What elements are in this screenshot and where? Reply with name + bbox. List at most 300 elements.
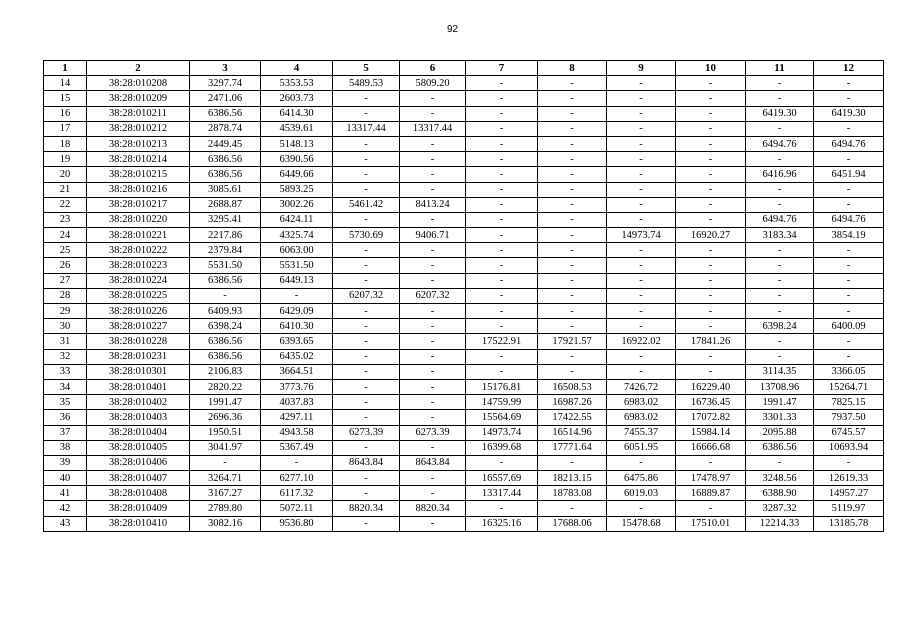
table-cell: 6398.24 xyxy=(746,319,814,334)
table-row xyxy=(44,440,884,455)
table-row xyxy=(44,182,884,197)
table-cell: - xyxy=(746,121,814,136)
table-cell: 8820.34 xyxy=(333,501,400,516)
table-cell: 17841.26 xyxy=(676,334,746,349)
table-cell: - xyxy=(538,243,607,258)
table-cell: - xyxy=(333,349,400,364)
table-cell: 6419.30 xyxy=(746,106,814,121)
table-cell: 31 xyxy=(44,334,87,349)
table-cell: - xyxy=(400,516,466,531)
table-cell: 3773.76 xyxy=(261,379,333,394)
table-cell: 7455.37 xyxy=(607,425,676,440)
table-cell: - xyxy=(466,364,538,379)
table-cell: - xyxy=(746,455,814,470)
table-cell: - xyxy=(607,152,676,167)
table-cell: 7426.72 xyxy=(607,379,676,394)
table-cell: - xyxy=(333,212,400,227)
table-cell: - xyxy=(814,349,884,364)
table-cell: - xyxy=(400,349,466,364)
table-cell: 6386.56 xyxy=(190,334,261,349)
table-cell: - xyxy=(333,91,400,106)
table-cell: - xyxy=(333,364,400,379)
table-cell: - xyxy=(333,516,400,531)
table-row xyxy=(44,167,884,182)
table-cell: 6494.76 xyxy=(746,136,814,151)
table-cell: 6409.93 xyxy=(190,304,261,319)
table-cell: - xyxy=(676,152,746,167)
table-cell: - xyxy=(746,76,814,91)
table-cell: 7937.50 xyxy=(814,410,884,425)
table-cell: - xyxy=(333,136,400,151)
table-cell: 2471.06 xyxy=(190,91,261,106)
table-cell: 8643.84 xyxy=(400,455,466,470)
table-cell: 5809.20 xyxy=(400,76,466,91)
table-cell: 38:28:010231 xyxy=(87,349,190,364)
table-cell: 6277.10 xyxy=(261,471,333,486)
table-cell: 39 xyxy=(44,455,87,470)
table-cell: 3264.71 xyxy=(190,471,261,486)
column-header-1: 1 xyxy=(44,61,87,76)
table-cell: 38:28:010408 xyxy=(87,486,190,501)
table-cell: 9536.80 xyxy=(261,516,333,531)
table-cell: - xyxy=(676,501,746,516)
table-cell: 33 xyxy=(44,364,87,379)
column-header-5: 5 xyxy=(333,61,400,76)
table-cell: 17422.55 xyxy=(538,410,607,425)
data-table xyxy=(43,60,884,532)
table-cell: 4037.83 xyxy=(261,395,333,410)
table-cell: 38 xyxy=(44,440,87,455)
table-cell: 6386.56 xyxy=(190,349,261,364)
table-cell: 5119.97 xyxy=(814,501,884,516)
table-cell: - xyxy=(814,258,884,273)
table-cell: 3082.16 xyxy=(190,516,261,531)
table-cell: - xyxy=(607,76,676,91)
table-cell: - xyxy=(746,288,814,303)
table-cell: 16666.68 xyxy=(676,440,746,455)
table-cell: - xyxy=(814,273,884,288)
table-cell: 3167.27 xyxy=(190,486,261,501)
table-cell: - xyxy=(746,152,814,167)
table-cell: - xyxy=(538,76,607,91)
table-cell: 5893.25 xyxy=(261,182,333,197)
table-cell: - xyxy=(746,258,814,273)
table-cell: 14973.74 xyxy=(607,228,676,243)
table-cell: - xyxy=(466,288,538,303)
table-cell: - xyxy=(607,182,676,197)
table-cell: - xyxy=(466,228,538,243)
table-cell: 3002.26 xyxy=(261,197,333,212)
table-cell: - xyxy=(607,121,676,136)
table-cell: 9406.71 xyxy=(400,228,466,243)
table-cell: 2603.73 xyxy=(261,91,333,106)
table-row xyxy=(44,76,884,91)
table-cell: 2449.45 xyxy=(190,136,261,151)
table-cell: 5367.49 xyxy=(261,440,333,455)
column-header-9: 9 xyxy=(607,61,676,76)
table-cell: 16987.26 xyxy=(538,395,607,410)
table-cell: 2379.84 xyxy=(190,243,261,258)
table-cell: 16920.27 xyxy=(676,228,746,243)
table-cell: 3301.33 xyxy=(746,410,814,425)
table-cell: - xyxy=(333,395,400,410)
table-cell: - xyxy=(333,379,400,394)
table-cell: 6419.30 xyxy=(814,106,884,121)
table-cell: 24 xyxy=(44,228,87,243)
table-cell: - xyxy=(538,319,607,334)
table-cell: - xyxy=(466,319,538,334)
table-cell: - xyxy=(814,152,884,167)
table-cell: - xyxy=(814,334,884,349)
table-cell: 6983.02 xyxy=(607,395,676,410)
table-cell: - xyxy=(746,334,814,349)
column-header-10: 10 xyxy=(676,61,746,76)
table-cell: 29 xyxy=(44,304,87,319)
table-cell: 20 xyxy=(44,167,87,182)
table-cell: 14759.99 xyxy=(466,395,538,410)
table-cell: - xyxy=(190,288,261,303)
table-cell: - xyxy=(466,197,538,212)
table-cell: - xyxy=(466,182,538,197)
table-cell: 6388.90 xyxy=(746,486,814,501)
table-cell: 6475.86 xyxy=(607,471,676,486)
table-cell: 17478.97 xyxy=(676,471,746,486)
table-cell: - xyxy=(607,319,676,334)
table-row xyxy=(44,136,884,151)
table-cell: 6273.39 xyxy=(333,425,400,440)
table-cell: 15 xyxy=(44,91,87,106)
table-cell: 16557.69 xyxy=(466,471,538,486)
table-cell: 1950.51 xyxy=(190,425,261,440)
table-cell: 8643.84 xyxy=(333,455,400,470)
table-cell: - xyxy=(333,334,400,349)
table-cell: - xyxy=(746,304,814,319)
table-cell: 21 xyxy=(44,182,87,197)
table-cell: - xyxy=(746,273,814,288)
table-cell: 3664.51 xyxy=(261,364,333,379)
table-cell: - xyxy=(607,258,676,273)
table-row xyxy=(44,243,884,258)
table-cell: 18213.15 xyxy=(538,471,607,486)
table-cell: 38:28:010224 xyxy=(87,273,190,288)
table-cell: 6424.11 xyxy=(261,212,333,227)
table-cell: 2696.36 xyxy=(190,410,261,425)
table-cell: 3295.41 xyxy=(190,212,261,227)
table-cell: - xyxy=(466,455,538,470)
table-cell: - xyxy=(538,258,607,273)
table-cell: 17921.57 xyxy=(538,334,607,349)
table-cell: - xyxy=(333,410,400,425)
table-cell: 38:28:010220 xyxy=(87,212,190,227)
header-row xyxy=(44,61,884,76)
table-cell: - xyxy=(190,455,261,470)
table-cell: - xyxy=(538,228,607,243)
table-cell: - xyxy=(466,212,538,227)
table-cell: 13317.44 xyxy=(466,486,538,501)
table-cell: 32 xyxy=(44,349,87,364)
table-cell: - xyxy=(261,288,333,303)
table-row xyxy=(44,516,884,531)
table-cell: - xyxy=(814,288,884,303)
table-cell: 14957.27 xyxy=(814,486,884,501)
table-cell: - xyxy=(538,364,607,379)
table-cell: 6273.39 xyxy=(400,425,466,440)
table-cell: 38:28:010212 xyxy=(87,121,190,136)
table-cell: 38:28:010217 xyxy=(87,197,190,212)
table-cell: - xyxy=(333,486,400,501)
table-cell: - xyxy=(400,364,466,379)
table-cell: 38:28:010228 xyxy=(87,334,190,349)
table-cell: 38:28:010407 xyxy=(87,471,190,486)
table-cell: - xyxy=(607,212,676,227)
table-cell: - xyxy=(400,319,466,334)
table-cell: 38:28:010227 xyxy=(87,319,190,334)
table-cell: 17510.01 xyxy=(676,516,746,531)
table-cell: - xyxy=(676,212,746,227)
table-cell: - xyxy=(333,304,400,319)
column-header-3: 3 xyxy=(190,61,261,76)
table-cell: 5461.42 xyxy=(333,197,400,212)
table-cell: 3114.35 xyxy=(746,364,814,379)
table-cell: - xyxy=(538,167,607,182)
table-cell: 14 xyxy=(44,76,87,91)
table-cell: 15264.71 xyxy=(814,379,884,394)
table-cell: - xyxy=(400,212,466,227)
table-cell: 38:28:010216 xyxy=(87,182,190,197)
table-cell: 6745.57 xyxy=(814,425,884,440)
table-cell: 27 xyxy=(44,273,87,288)
table-cell: 38:28:010226 xyxy=(87,304,190,319)
table-cell: - xyxy=(676,273,746,288)
table-row xyxy=(44,91,884,106)
table-cell: - xyxy=(538,121,607,136)
table-cell: - xyxy=(333,243,400,258)
table-cell: 2820.22 xyxy=(190,379,261,394)
table-cell: - xyxy=(607,136,676,151)
table-cell: 42 xyxy=(44,501,87,516)
table-cell: - xyxy=(400,304,466,319)
table-cell: - xyxy=(746,243,814,258)
table-cell: - xyxy=(538,212,607,227)
table-cell: - xyxy=(400,486,466,501)
table-cell: - xyxy=(746,197,814,212)
table-cell: - xyxy=(400,273,466,288)
table-cell: 15984.14 xyxy=(676,425,746,440)
table-cell: 6414.30 xyxy=(261,106,333,121)
table-cell: - xyxy=(400,243,466,258)
table-cell: 5148.13 xyxy=(261,136,333,151)
table-cell: 38:28:010301 xyxy=(87,364,190,379)
table-cell: 17 xyxy=(44,121,87,136)
table-cell: - xyxy=(538,182,607,197)
table-cell: 37 xyxy=(44,425,87,440)
table-cell: 6063.00 xyxy=(261,243,333,258)
table-cell: 8820.34 xyxy=(400,501,466,516)
table-cell: 8413.24 xyxy=(400,197,466,212)
table-row xyxy=(44,410,884,425)
table-cell: 38:28:010222 xyxy=(87,243,190,258)
column-header-6: 6 xyxy=(400,61,466,76)
table-cell: 38:28:010211 xyxy=(87,106,190,121)
table-cell: 16325.16 xyxy=(466,516,538,531)
table-cell: 38:28:010401 xyxy=(87,379,190,394)
table-cell: - xyxy=(814,455,884,470)
table-cell: 3287.32 xyxy=(746,501,814,516)
table-cell: - xyxy=(466,106,538,121)
table-cell: 38:28:010214 xyxy=(87,152,190,167)
table-cell: - xyxy=(333,167,400,182)
table-cell: - xyxy=(466,304,538,319)
table-row xyxy=(44,212,884,227)
table-cell: 38:28:010225 xyxy=(87,288,190,303)
table-cell: - xyxy=(466,349,538,364)
table-cell: 6494.76 xyxy=(814,212,884,227)
table-cell: - xyxy=(538,91,607,106)
table-row xyxy=(44,395,884,410)
table-cell: - xyxy=(814,243,884,258)
table-cell: - xyxy=(814,197,884,212)
table-cell: 2688.87 xyxy=(190,197,261,212)
table-cell: - xyxy=(400,167,466,182)
table-cell: 3854.19 xyxy=(814,228,884,243)
table-cell: 4297.11 xyxy=(261,410,333,425)
table-cell: 14973.74 xyxy=(466,425,538,440)
table-cell: 17522.91 xyxy=(466,334,538,349)
table-cell: - xyxy=(814,182,884,197)
table-cell: 6494.76 xyxy=(814,136,884,151)
table-cell: 38:28:010410 xyxy=(87,516,190,531)
column-header-2: 2 xyxy=(87,61,190,76)
table-row xyxy=(44,364,884,379)
table-cell: 6207.32 xyxy=(333,288,400,303)
table-cell: - xyxy=(400,136,466,151)
table-cell: - xyxy=(538,304,607,319)
table-row xyxy=(44,228,884,243)
table-cell: 16508.53 xyxy=(538,379,607,394)
table-cell: - xyxy=(538,197,607,212)
table-cell: - xyxy=(676,243,746,258)
table-cell: - xyxy=(607,288,676,303)
table-cell: 38:28:010213 xyxy=(87,136,190,151)
table-cell: - xyxy=(466,91,538,106)
table-cell: 6386.56 xyxy=(746,440,814,455)
table-cell: - xyxy=(607,91,676,106)
table-row xyxy=(44,258,884,273)
table-cell: 38:28:010215 xyxy=(87,167,190,182)
table-cell: - xyxy=(607,106,676,121)
table-row xyxy=(44,319,884,334)
table-cell: - xyxy=(607,501,676,516)
table-cell: 6416.96 xyxy=(746,167,814,182)
table-cell: - xyxy=(538,106,607,121)
table-cell: - xyxy=(607,349,676,364)
table-cell: - xyxy=(607,243,676,258)
table-cell: - xyxy=(676,197,746,212)
table-cell: - xyxy=(607,455,676,470)
table-cell: 13317.44 xyxy=(400,121,466,136)
table-cell: 6983.02 xyxy=(607,410,676,425)
table-cell: 22 xyxy=(44,197,87,212)
table-cell: 7825.15 xyxy=(814,395,884,410)
table-cell: - xyxy=(676,121,746,136)
table-cell: 2106.83 xyxy=(190,364,261,379)
table-cell: 13708.96 xyxy=(746,379,814,394)
table-row xyxy=(44,379,884,394)
table-cell: 18783.08 xyxy=(538,486,607,501)
table-cell: 3085.61 xyxy=(190,182,261,197)
table-cell: - xyxy=(607,304,676,319)
table-cell: 41 xyxy=(44,486,87,501)
table-cell: - xyxy=(400,258,466,273)
table-cell: - xyxy=(466,273,538,288)
table-cell: 6051.95 xyxy=(607,440,676,455)
table-cell: 6393.65 xyxy=(261,334,333,349)
table-cell: 2789.80 xyxy=(190,501,261,516)
table-cell: 6207.32 xyxy=(400,288,466,303)
table-cell: 1991.47 xyxy=(190,395,261,410)
table-cell: - xyxy=(333,106,400,121)
table-cell: 17771.64 xyxy=(538,440,607,455)
table-cell: 15478.68 xyxy=(607,516,676,531)
table-cell: 16514.96 xyxy=(538,425,607,440)
table-cell: - xyxy=(400,440,466,455)
table-cell: 38:28:010223 xyxy=(87,258,190,273)
table-cell: - xyxy=(607,197,676,212)
table-cell: 10693.94 xyxy=(814,440,884,455)
table-cell: 16 xyxy=(44,106,87,121)
column-header-8: 8 xyxy=(538,61,607,76)
table-cell: - xyxy=(676,167,746,182)
table-cell: 12619.33 xyxy=(814,471,884,486)
table-cell: - xyxy=(466,258,538,273)
table-cell: 5072.11 xyxy=(261,501,333,516)
table-cell: - xyxy=(676,258,746,273)
table-cell: - xyxy=(333,152,400,167)
table-cell: 6386.56 xyxy=(190,152,261,167)
table-cell: - xyxy=(400,379,466,394)
page-number: 92 xyxy=(446,24,459,35)
table-cell: 5353.53 xyxy=(261,76,333,91)
table-cell: 16229.40 xyxy=(676,379,746,394)
table-cell: 40 xyxy=(44,471,87,486)
table-cell: - xyxy=(746,182,814,197)
table-cell: 25 xyxy=(44,243,87,258)
column-header-12: 12 xyxy=(814,61,884,76)
table-cell: 38:28:010402 xyxy=(87,395,190,410)
table-row xyxy=(44,486,884,501)
table-cell: - xyxy=(333,319,400,334)
table-cell: 26 xyxy=(44,258,87,273)
table-cell: 34 xyxy=(44,379,87,394)
table-cell: - xyxy=(607,167,676,182)
table-cell: - xyxy=(676,106,746,121)
table-cell: 6386.56 xyxy=(190,167,261,182)
table-cell: 30 xyxy=(44,319,87,334)
table-cell: - xyxy=(400,410,466,425)
table-cell: 6449.13 xyxy=(261,273,333,288)
table-cell: 6451.94 xyxy=(814,167,884,182)
table-cell: - xyxy=(607,364,676,379)
table-cell: - xyxy=(400,91,466,106)
table-cell: - xyxy=(466,136,538,151)
table-cell: 28 xyxy=(44,288,87,303)
table-cell: 17072.82 xyxy=(676,410,746,425)
table-cell: - xyxy=(814,121,884,136)
table-cell: 4943.58 xyxy=(261,425,333,440)
table-cell: - xyxy=(466,76,538,91)
table-cell: 6494.76 xyxy=(746,212,814,227)
column-header-11: 11 xyxy=(746,61,814,76)
